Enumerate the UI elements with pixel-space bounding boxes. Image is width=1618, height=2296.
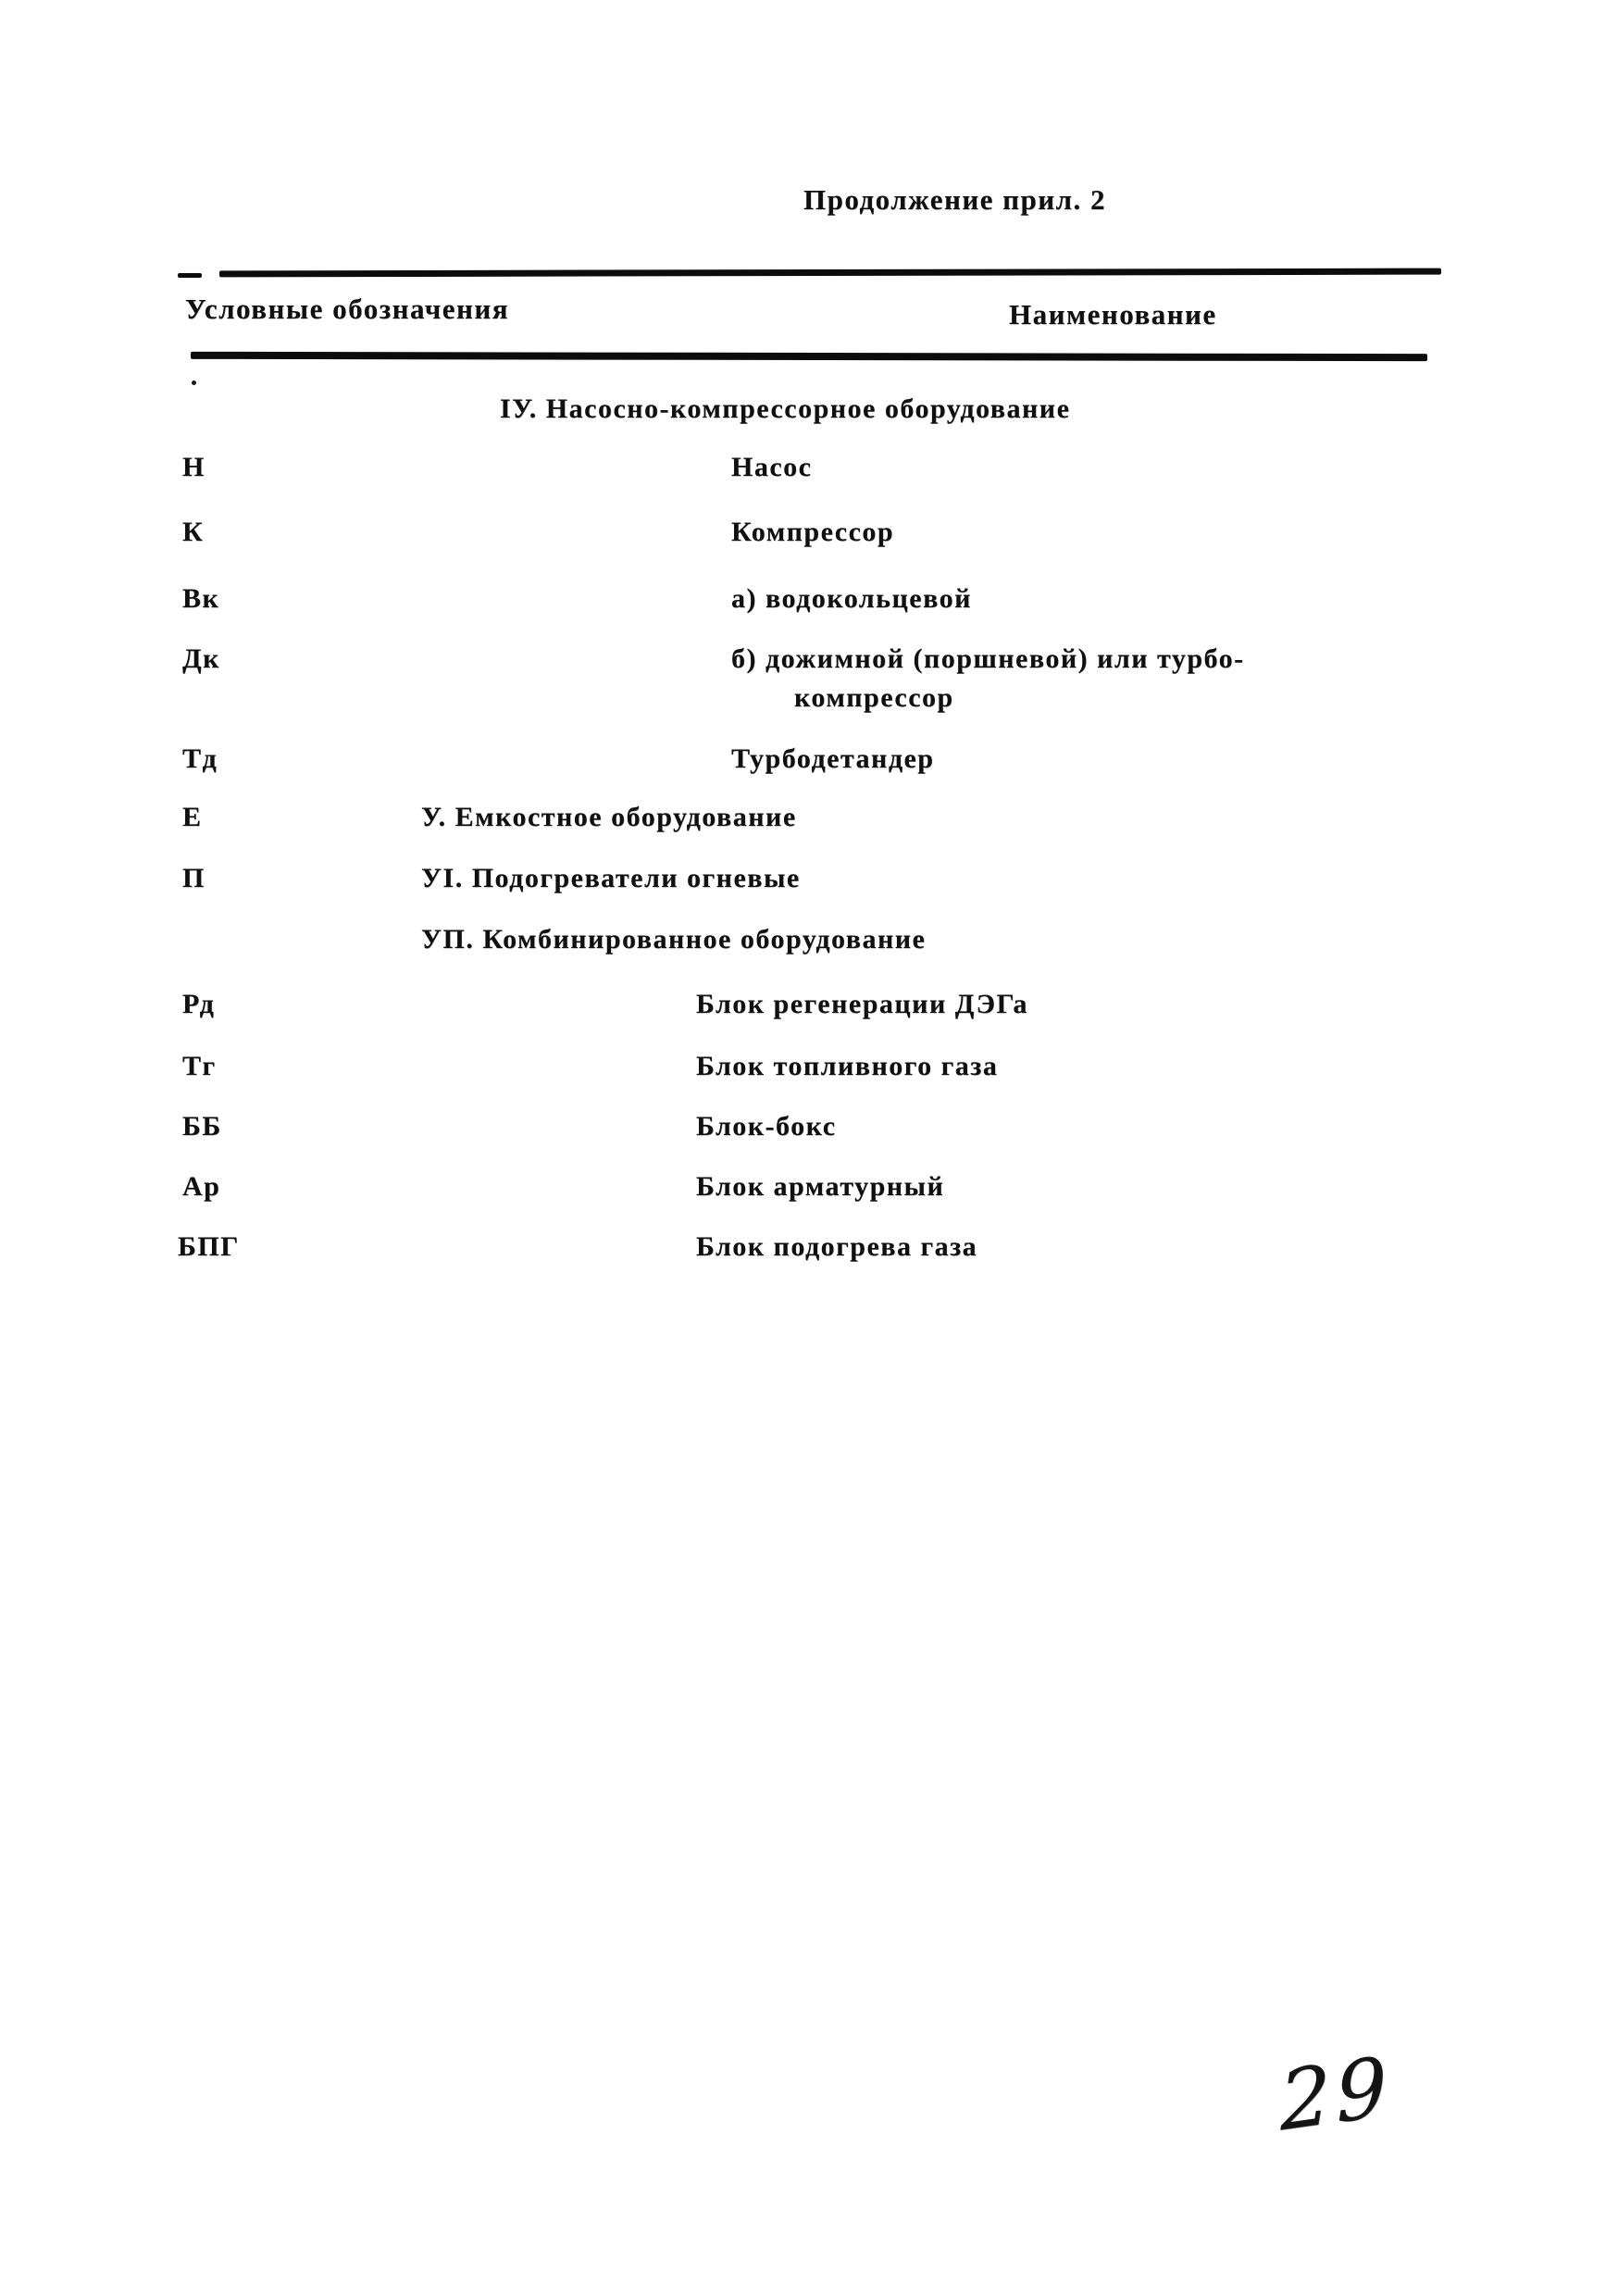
row-name: а) водокольцевой [731,583,972,614]
row-name: б) дожимной (поршневой) или турбо- [731,643,1245,674]
row-name-continuation: компрессор [794,682,954,713]
row-symbol: Рд [182,989,216,1019]
table-row [500,393,1070,425]
row-symbol: Дк [182,643,220,674]
header-bottom-rule [191,352,1427,361]
row-symbol: Ар [182,1171,221,1202]
section-heading: IУ. Насосно-компрессорное оборудование [500,393,1071,424]
row-symbol: Тг [182,1051,217,1081]
row-name: Блок регенерации ДЭГа [696,989,1028,1019]
row-name: Компрессор [731,517,895,547]
row-symbol: Тд [182,743,218,774]
row-symbol: К [182,517,205,547]
row-symbol: Н [182,452,205,482]
row-symbol: Е [182,802,203,832]
column-header-name: Наименование [1009,298,1217,331]
handwritten-page-number: 29 [1277,2038,1394,2150]
row-name: Блок подогрева газа [696,1231,978,1262]
top-rule-dash [178,273,202,278]
row-name: Насос [731,452,813,482]
row-symbol: ББ [182,1111,222,1142]
section-heading: УI. Подогреватели огневые [421,863,801,893]
row-symbol: БПГ [178,1231,240,1262]
row-name: Блок топливного газа [696,1051,999,1081]
scan-speck [192,381,196,385]
row-name: Блок-бокс [696,1111,837,1142]
row-symbol: П [182,863,205,893]
page-title: Продолжение прил. 2 [803,183,1107,216]
row-name: Блок арматурный [696,1171,945,1202]
section-heading: У. Емкостное оборудование [421,802,797,832]
column-header-symbols: Условные обозначения [185,293,510,325]
row-name: Турбодетандер [731,743,935,774]
section-heading: УП. Комбинированное оборудование [421,924,927,955]
row-symbol: Вк [182,583,220,614]
top-rule [219,268,1441,278]
